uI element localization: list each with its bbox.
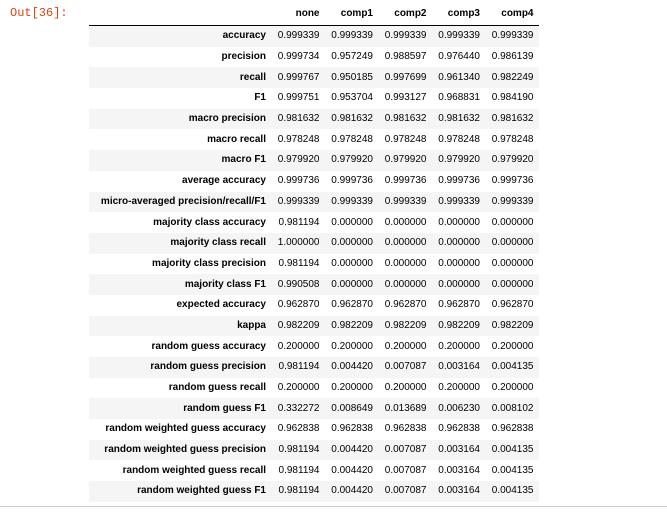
table-cell: 0.999339 bbox=[277, 195, 320, 207]
table-cell: 0.008649 bbox=[331, 402, 373, 414]
table-cell: 0.962870 bbox=[384, 299, 427, 311]
table-cell: 0.999339 bbox=[331, 30, 373, 42]
table-cell: 0.993127 bbox=[384, 92, 427, 104]
table-cell: 0.000000 bbox=[331, 216, 373, 228]
table-cell: 0.979920 bbox=[491, 154, 534, 166]
dataframe-table bbox=[89, 2, 539, 502]
row-label: expected accuracy bbox=[176, 299, 266, 311]
table-cell: 0.200000 bbox=[277, 382, 320, 394]
table-cell: 0.000000 bbox=[331, 237, 373, 249]
table-cell: 0.986139 bbox=[491, 51, 534, 63]
table-cell: 0.999339 bbox=[438, 195, 480, 207]
table-cell: 0.981194 bbox=[278, 257, 320, 269]
row-label: majority class accuracy bbox=[153, 216, 266, 228]
table-row bbox=[89, 150, 539, 171]
table-row bbox=[89, 129, 539, 150]
output-prompt: Out[36]: bbox=[10, 6, 68, 20]
table-cell: 0.962838 bbox=[491, 423, 534, 435]
cell-divider bbox=[0, 506, 667, 507]
table-cell: 0.978248 bbox=[384, 133, 427, 145]
index-header bbox=[89, 2, 271, 26]
table-cell: 0.332272 bbox=[277, 402, 320, 414]
table-cell: 0.007087 bbox=[384, 444, 427, 456]
table-cell: 0.999339 bbox=[438, 30, 480, 42]
table-cell: 0.004420 bbox=[331, 464, 373, 476]
table-cell: 0.988597 bbox=[384, 51, 427, 63]
table-cell: 0.003164 bbox=[438, 444, 480, 456]
table-cell: 0.000000 bbox=[384, 216, 427, 228]
table-cell: 0.961340 bbox=[438, 71, 480, 83]
table-row bbox=[89, 212, 539, 233]
table-cell: 0.200000 bbox=[438, 340, 480, 352]
table-row bbox=[89, 440, 539, 461]
table-cell: 0.962870 bbox=[331, 299, 373, 311]
row-label: recall bbox=[239, 71, 266, 83]
table-cell: 0.200000 bbox=[331, 382, 373, 394]
table-cell: 1.000000 bbox=[277, 237, 320, 249]
table-row bbox=[89, 254, 539, 275]
table-cell: 0.004135 bbox=[491, 361, 534, 373]
table-cell: 0.999734 bbox=[277, 51, 320, 63]
table-cell: 0.981632 bbox=[491, 113, 534, 125]
table-cell: 0.004420 bbox=[331, 361, 373, 373]
table-cell: 0.200000 bbox=[491, 340, 534, 352]
table-row bbox=[89, 398, 539, 419]
row-label: random weighted guess F1 bbox=[137, 485, 266, 497]
table-body bbox=[89, 26, 539, 502]
row-label: kappa bbox=[237, 319, 266, 331]
table-cell: 0.978248 bbox=[491, 133, 534, 145]
table-cell: 0.004135 bbox=[491, 444, 534, 456]
table-cell: 0.000000 bbox=[438, 216, 480, 228]
row-label: micro-averaged precision/recall/F1 bbox=[100, 195, 266, 207]
table-cell: 0.990508 bbox=[277, 278, 320, 290]
column-header: comp1 bbox=[325, 2, 379, 26]
table-cell: 0.000000 bbox=[438, 278, 480, 290]
table-cell: 0.979920 bbox=[384, 154, 427, 166]
table-cell: 0.962870 bbox=[491, 299, 534, 311]
row-label: accuracy bbox=[222, 30, 266, 42]
row-label: random weighted guess recall bbox=[122, 464, 266, 476]
row-label: precision bbox=[221, 51, 266, 63]
table-cell: 0.000000 bbox=[384, 257, 427, 269]
row-label: random weighted guess accuracy bbox=[105, 423, 266, 435]
table-cell: 0.999736 bbox=[491, 175, 534, 187]
table-cell: 0.200000 bbox=[277, 340, 320, 352]
table-cell: 0.982209 bbox=[438, 319, 480, 331]
table-cell: 0.981632 bbox=[384, 113, 427, 125]
table-cell: 0.999339 bbox=[384, 195, 427, 207]
table-cell: 0.003164 bbox=[438, 485, 480, 497]
table-row bbox=[89, 336, 539, 357]
row-label: majority class recall bbox=[170, 237, 266, 249]
table-cell: 0.004135 bbox=[491, 485, 534, 497]
table-cell: 0.962838 bbox=[277, 423, 320, 435]
table-cell: 0.999339 bbox=[384, 30, 427, 42]
table-cell: 0.200000 bbox=[384, 382, 427, 394]
table-cell: 0.997699 bbox=[384, 71, 427, 83]
table-cell: 0.007087 bbox=[384, 361, 427, 373]
table-row bbox=[89, 419, 539, 440]
row-label: majority class F1 bbox=[184, 278, 266, 290]
table-cell: 0.004420 bbox=[331, 444, 373, 456]
column-header: comp3 bbox=[432, 2, 486, 26]
table-cell: 0.999736 bbox=[438, 175, 480, 187]
table-cell: 0.000000 bbox=[491, 237, 534, 249]
column-header: comp4 bbox=[485, 2, 539, 26]
table-row bbox=[89, 274, 539, 295]
table-cell: 0.200000 bbox=[331, 340, 373, 352]
table-cell: 0.004135 bbox=[491, 464, 534, 476]
table-cell: 0.000000 bbox=[438, 257, 480, 269]
table-cell: 0.000000 bbox=[491, 257, 534, 269]
table-cell: 0.982209 bbox=[277, 319, 320, 331]
table-cell: 0.982209 bbox=[491, 319, 534, 331]
row-label: random guess precision bbox=[150, 361, 266, 373]
table-cell: 0.200000 bbox=[384, 340, 427, 352]
table-cell: 0.950185 bbox=[331, 71, 373, 83]
table-cell: 0.962870 bbox=[438, 299, 480, 311]
table-cell: 0.962838 bbox=[384, 423, 427, 435]
column-header: none bbox=[271, 2, 325, 26]
table-row bbox=[89, 295, 539, 316]
table-cell: 0.976440 bbox=[438, 51, 480, 63]
table-row bbox=[89, 192, 539, 213]
row-label: macro precision bbox=[188, 113, 266, 125]
table-cell: 0.000000 bbox=[491, 278, 534, 290]
table-cell: 0.979920 bbox=[277, 154, 320, 166]
table-row bbox=[89, 47, 539, 68]
table-cell: 0.953704 bbox=[331, 92, 373, 104]
table-cell: 0.962838 bbox=[438, 423, 480, 435]
table-cell: 0.006230 bbox=[438, 402, 480, 414]
table-cell: 0.981632 bbox=[331, 113, 373, 125]
row-label: random weighted guess precision bbox=[104, 444, 266, 456]
table-row bbox=[89, 26, 539, 47]
table-cell: 0.981632 bbox=[438, 113, 480, 125]
table-cell: 0.013689 bbox=[384, 402, 427, 414]
table-cell: 0.999767 bbox=[277, 71, 320, 83]
table-cell: 0.981194 bbox=[278, 464, 320, 476]
table-cell: 0.200000 bbox=[438, 382, 480, 394]
table-cell: 0.999339 bbox=[491, 195, 534, 207]
table-row bbox=[89, 378, 539, 399]
header-row bbox=[89, 2, 539, 26]
table-cell: 0.962838 bbox=[331, 423, 373, 435]
table-cell: 0.978248 bbox=[277, 133, 320, 145]
table-cell: 0.978248 bbox=[331, 133, 373, 145]
table-cell: 0.962870 bbox=[277, 299, 320, 311]
table-cell: 0.984190 bbox=[491, 92, 534, 104]
row-label: random guess accuracy bbox=[151, 340, 266, 352]
table-cell: 0.981194 bbox=[278, 361, 320, 373]
table-cell: 0.979920 bbox=[331, 154, 373, 166]
table-row bbox=[89, 481, 539, 502]
table-cell: 0.003164 bbox=[438, 464, 480, 476]
row-label: random guess recall bbox=[168, 382, 266, 394]
table-cell: 0.957249 bbox=[331, 51, 373, 63]
table-cell: 0.981194 bbox=[278, 485, 320, 497]
row-label: random guess F1 bbox=[183, 402, 266, 414]
table-cell: 0.000000 bbox=[491, 216, 534, 228]
table-cell: 0.999339 bbox=[331, 195, 373, 207]
table-cell: 0.007087 bbox=[384, 464, 427, 476]
row-label: F1 bbox=[254, 92, 266, 104]
table-cell: 0.999751 bbox=[277, 92, 320, 104]
output-area bbox=[89, 2, 539, 502]
table-row bbox=[89, 357, 539, 378]
table-cell: 0.981194 bbox=[278, 216, 320, 228]
table-cell: 0.000000 bbox=[331, 257, 373, 269]
table-row bbox=[89, 233, 539, 254]
table-cell: 0.007087 bbox=[384, 485, 427, 497]
table-row bbox=[89, 88, 539, 109]
table-cell: 0.999736 bbox=[277, 175, 320, 187]
table-cell: 0.982209 bbox=[331, 319, 373, 331]
row-label: macro F1 bbox=[221, 154, 266, 166]
column-header: comp2 bbox=[378, 2, 432, 26]
table-cell: 0.981632 bbox=[277, 113, 320, 125]
table-cell: 0.999339 bbox=[277, 30, 320, 42]
row-label: macro recall bbox=[207, 133, 266, 145]
table-cell: 0.000000 bbox=[438, 237, 480, 249]
table-cell: 0.200000 bbox=[491, 382, 534, 394]
table-cell: 0.003164 bbox=[438, 361, 480, 373]
table-row bbox=[89, 460, 539, 481]
table-cell: 0.004420 bbox=[331, 485, 373, 497]
table-cell: 0.000000 bbox=[384, 278, 427, 290]
table-cell: 0.968831 bbox=[438, 92, 480, 104]
table-cell: 0.999736 bbox=[331, 175, 373, 187]
table-cell: 0.999339 bbox=[491, 30, 534, 42]
table-cell: 0.000000 bbox=[331, 278, 373, 290]
table-cell: 0.000000 bbox=[384, 237, 427, 249]
table-row bbox=[89, 67, 539, 88]
table-cell: 0.978248 bbox=[438, 133, 480, 145]
table-row bbox=[89, 316, 539, 337]
table-cell: 0.008102 bbox=[491, 402, 534, 414]
row-label: average accuracy bbox=[182, 175, 266, 187]
table-cell: 0.982209 bbox=[384, 319, 427, 331]
table-cell: 0.979920 bbox=[438, 154, 480, 166]
table-cell: 0.982249 bbox=[491, 71, 534, 83]
table-cell: 0.999736 bbox=[384, 175, 427, 187]
row-label: majority class precision bbox=[152, 257, 266, 269]
table-row bbox=[89, 171, 539, 192]
table-row bbox=[89, 109, 539, 130]
table-cell: 0.981194 bbox=[278, 444, 320, 456]
